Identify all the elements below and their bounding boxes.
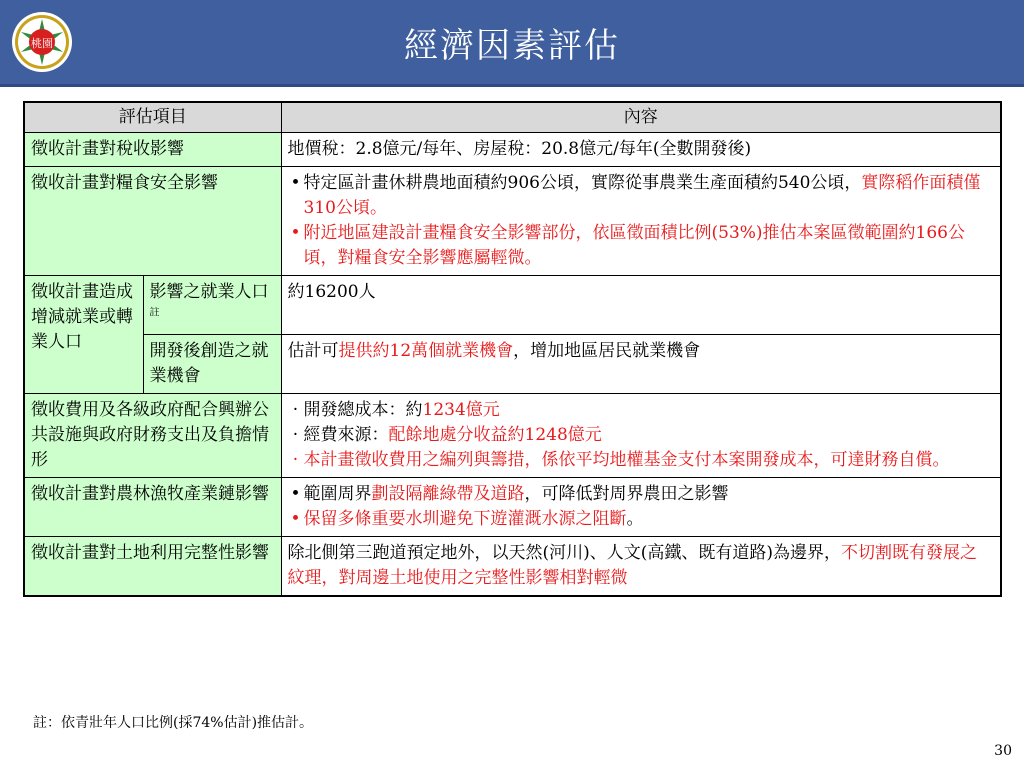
bullet-item	[288, 171, 995, 221]
bullet-item	[288, 448, 995, 473]
bullet-text: 經費來源：	[303, 425, 389, 445]
sub-label-new-jobs: 開發後創造之就業機會	[143, 335, 281, 394]
column-header-item: 評估項目	[24, 102, 281, 133]
column-header-content: 內容	[281, 102, 1001, 133]
row-content-land	[281, 537, 1001, 597]
logo-text: 桃園	[31, 37, 53, 50]
bullet-marker: ·	[292, 450, 299, 470]
content-text: 估計可	[287, 341, 339, 361]
row-content-affected-employment: 約16200人	[281, 276, 1001, 335]
bullet-text: 開發總成本：約	[303, 400, 423, 420]
row-label-land: 徵收計畫對土地利用完整性影響	[24, 537, 281, 597]
row-label-cost: 徵收費用及各級政府配合興辦公共設施與政府財務支出及負擔情形	[24, 394, 281, 478]
page-number: 30	[994, 743, 1012, 759]
row-label-employment: 徵收計畫造成增減就業或轉業人口	[24, 276, 143, 394]
bullet-text: 範圍周界	[303, 484, 372, 504]
bullet-marker: ·	[292, 425, 299, 445]
row-label-food: 徵收計畫對糧食安全影響	[24, 167, 281, 276]
bullet-highlight: 保留多條重要水圳避免下遊灌溉水源之阻斷	[303, 509, 627, 529]
bullet-highlight: 配餘地處分收益約1248億元	[388, 425, 602, 445]
bullet-text: 。	[626, 509, 644, 529]
table-row-food	[24, 167, 1001, 276]
bullet-item	[288, 423, 995, 448]
bullet-marker: •	[290, 509, 301, 529]
bullet-highlight: 1234億元	[422, 400, 500, 420]
bullet-marker: •	[290, 173, 301, 193]
row-content-food	[281, 167, 1001, 276]
row-content-new-jobs	[281, 335, 1001, 394]
content-text: ，增加地區居民就業機會	[513, 341, 701, 361]
table-header-row	[24, 102, 1001, 133]
bullet-text: ，可降低對周界農田之影響	[524, 484, 729, 504]
table-row-employment-1	[24, 276, 1001, 335]
bullet-highlight: 劃設隔離綠帶及道路	[371, 484, 525, 504]
table-row-agri	[24, 478, 1001, 537]
evaluation-table	[23, 101, 1002, 597]
content-highlight: 不切割既有發展之紋理，對周邊土地使用之完整性影響相對輕微	[287, 543, 978, 588]
row-content-tax: 地價稅：2.8億元/每年、房屋稅：20.8億元/每年(全數開發後)	[281, 133, 1001, 167]
table-row-employment-2	[24, 335, 1001, 394]
header-bar	[0, 0, 1024, 87]
row-content-agri	[281, 478, 1001, 537]
bullet-marker: •	[290, 223, 301, 243]
bullet-item	[288, 398, 995, 423]
footnote: 註：依青壯年人口比例(採74%估計)推估計。	[33, 715, 314, 731]
row-content-cost	[281, 394, 1001, 478]
content-text: 除北側第三跑道預定地外，以天然(河川)、人文(高鐵、既有道路)為邊界，	[287, 543, 842, 563]
bullet-highlight: 實際稻作面積僅310公頃。	[303, 173, 981, 218]
bullet-text: 特定區計畫休耕農地面積約906公頃，實際從事農業生產面積約540公頃，	[303, 173, 862, 193]
bullet-highlight: 本計畫徵收費用之編列與籌措，係依平均地權基金支付本案開發成本，可達財務自償。	[303, 450, 950, 470]
table-row-land	[24, 537, 1001, 597]
bullet-marker: •	[290, 484, 301, 504]
bullet-item	[288, 507, 995, 532]
page-title: 經濟因素評估	[404, 25, 620, 66]
sub-label-affected-employment	[143, 276, 281, 335]
footnote-marker: 註	[149, 307, 160, 319]
table-row-cost	[24, 394, 1001, 478]
bullet-highlight: 附近地區建設計畫糧食安全影響部份，依區徵面積比例(53%)推估本案區徵範圍約166公頃，對糧食安全影響應屬輕微。	[303, 223, 965, 268]
content-highlight: 提供約12萬個就業機會	[338, 341, 514, 361]
row-label-tax: 徵收計畫對稅收影響	[24, 133, 281, 167]
bullet-item	[288, 482, 995, 507]
table-row-tax	[24, 133, 1001, 167]
bullet-marker: ·	[292, 400, 299, 420]
row-label-agri: 徵收計畫對農林漁牧產業鏈影響	[24, 478, 281, 537]
sub-label-text: 影響之就業人口	[149, 282, 269, 302]
bullet-item	[288, 221, 995, 271]
